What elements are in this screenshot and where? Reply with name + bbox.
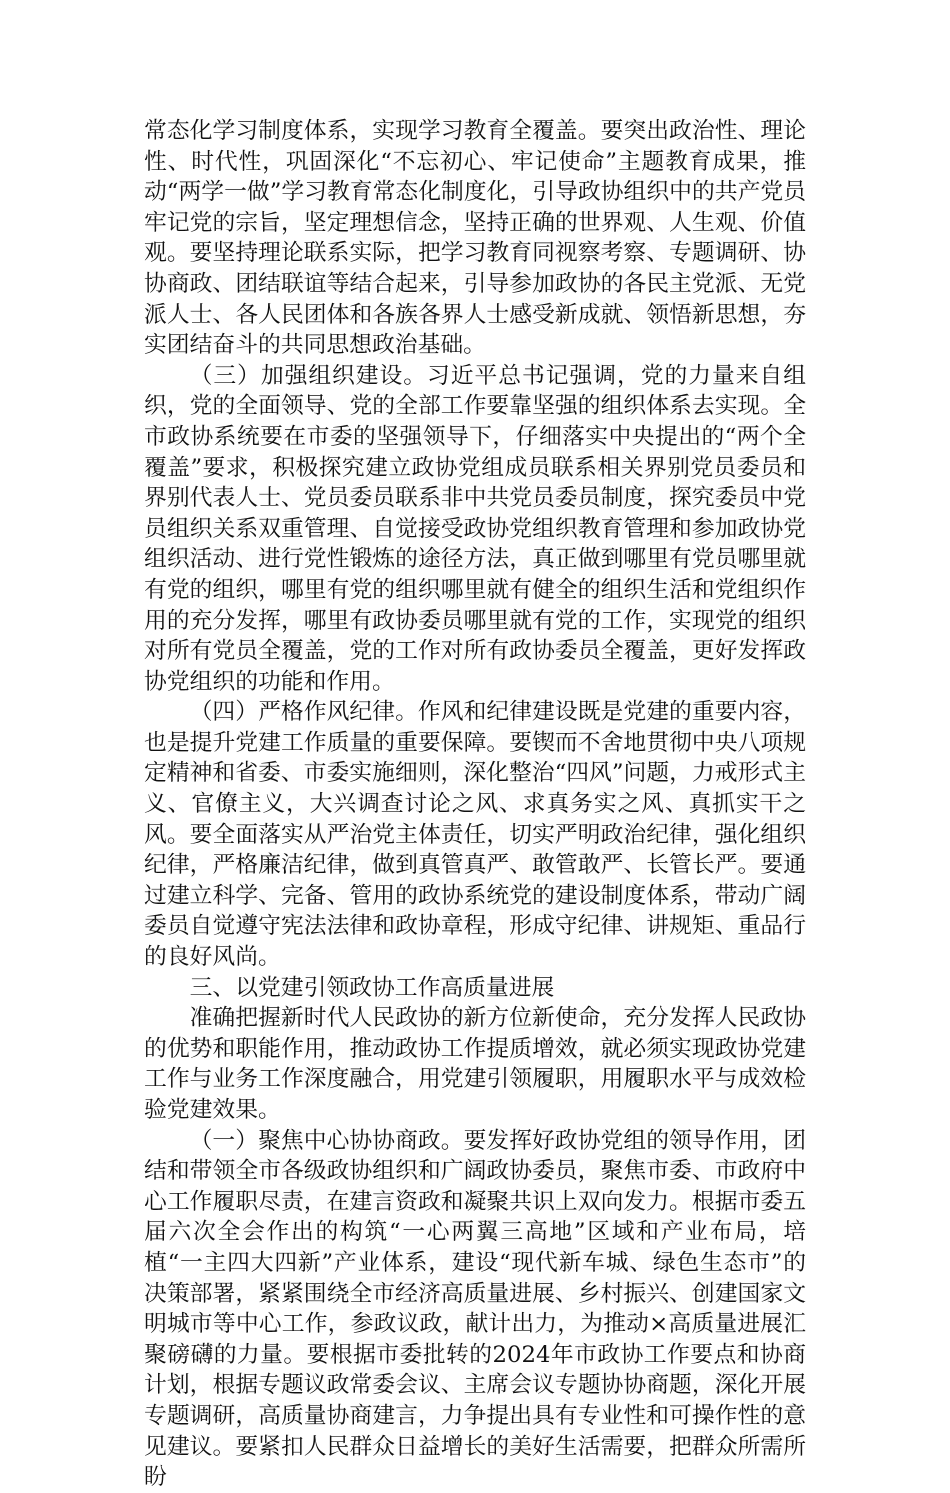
document-page bbox=[144, 116, 806, 1493]
paragraph-continuation: 常态化学习制度体系，实现学习教育全覆盖。要突出政治性、理论性、时代性，巩固深化“不忘初心、牢记使命”主题教育成果，推动“两学一做”学习教育常态化制度化，引导政协组织中的共产党员牢记党的宗旨，坚定理想信念，坚持正确的世界观、人生观、价值观。要坚持理论联系实际，把学习教育同视察考察、专题调研、协协商政、团结联谊等结合起来，引导参加政协的各民主党派、无党派人士、各人民团体和各族各界人士感受新成就、领悟新思想，夯实团结奋斗的共同思想政治基础。 bbox=[144, 118, 806, 359]
paragraph-organization-building: （三）加强组织建设。习近平总书记强调，党的力量来自组织，党的全面领导、党的全部工作要靠坚强的组织体系去实现。全市政协系统要在市委的坚强领导下，仔细落实中央提出的“两个全覆盖”要求，积极探究建立政协党组成员联系相关界别党员委员和界别代表人士、党员委员联系非中共党员委员制度，探究委员中党员组织关系双重管理、自觉接受政协党组织教育管理和参加政协党组织活动、进行党性锻炼的途径方法，真正做到哪里有党员哪里就有党的组织，哪里有党的组织哪里就有健全的组织生活和党组织作用的充分发挥，哪里有政协委员哪里就有党的工作，实现党的组织对所有党员全覆盖，党的工作对所有政协委员全覆盖，更好发挥政协党组织的功能和作用。 bbox=[144, 362, 806, 695]
section-heading: 三、以党建引领政协工作高质量进展 bbox=[189, 974, 555, 1001]
paragraph-focus-center: （一）聚焦中心协协商政。要发挥好政协党组的领导作用，团结和带领全市各级政协组织和广阔政协委员，聚焦市委、市政府中心工作履职尽责，在建言资政和凝聚共识上双向发力。根据市委五届六次全会作出的构筑“一心两翼三高地”区域和产业布局，培植“一主四大四新”产业体系，建设“现代新车城、绿色生态市”的决策部署，紧紧围绕全市经济高质量进展、乡村振兴、创建国家文明城市等中心工作，参政议政，献计出力，为推动×高质量进展汇聚磅礴的力量。要根据市委批转的2024年市政协工作要点和协商计划，根据专题议政常委会议、主席会议专题协协商题，深化开展专题调研，高质量协商建言，力争提出具有专业性和可操作性的意见建议。要紧扣人民群众日益增长的美好生活需要，把群众所需所盼 bbox=[144, 1127, 806, 1491]
paragraph-section-intro: 准确把握新时代人民政协的新方位新使命，充分发挥人民政协的优势和职能作用，推动政协工作提质增效，就必须实现政协党建工作与业务工作深度融合，用党建引领履职，用履职水平与成效检验党建效果。 bbox=[144, 1005, 806, 1123]
paragraph-style-discipline: （四）严格作风纪律。作风和纪律建设既是党建的重要内容，也是提升党建工作质量的重要保障。要锲而不舍地贯彻中央八项规定精神和省委、市委实施细则，深化整治“四风”问题，力戒形式主义、官僚主义，大兴调查讨论之风、求真务实之风、真抓实干之风。要全面落实从严治党主体责任，切实严明政治纪律，强化组织纪律，严格廉洁纪律，做到真管真严、敢管敢严、长管长严。要通过建立科学、完备、管用的政协系统党的建设制度体系，带动广阔委员自觉遵守宪法法律和政协章程，形成守纪律、讲规矩、重品行的良好风尚。 bbox=[144, 699, 806, 971]
